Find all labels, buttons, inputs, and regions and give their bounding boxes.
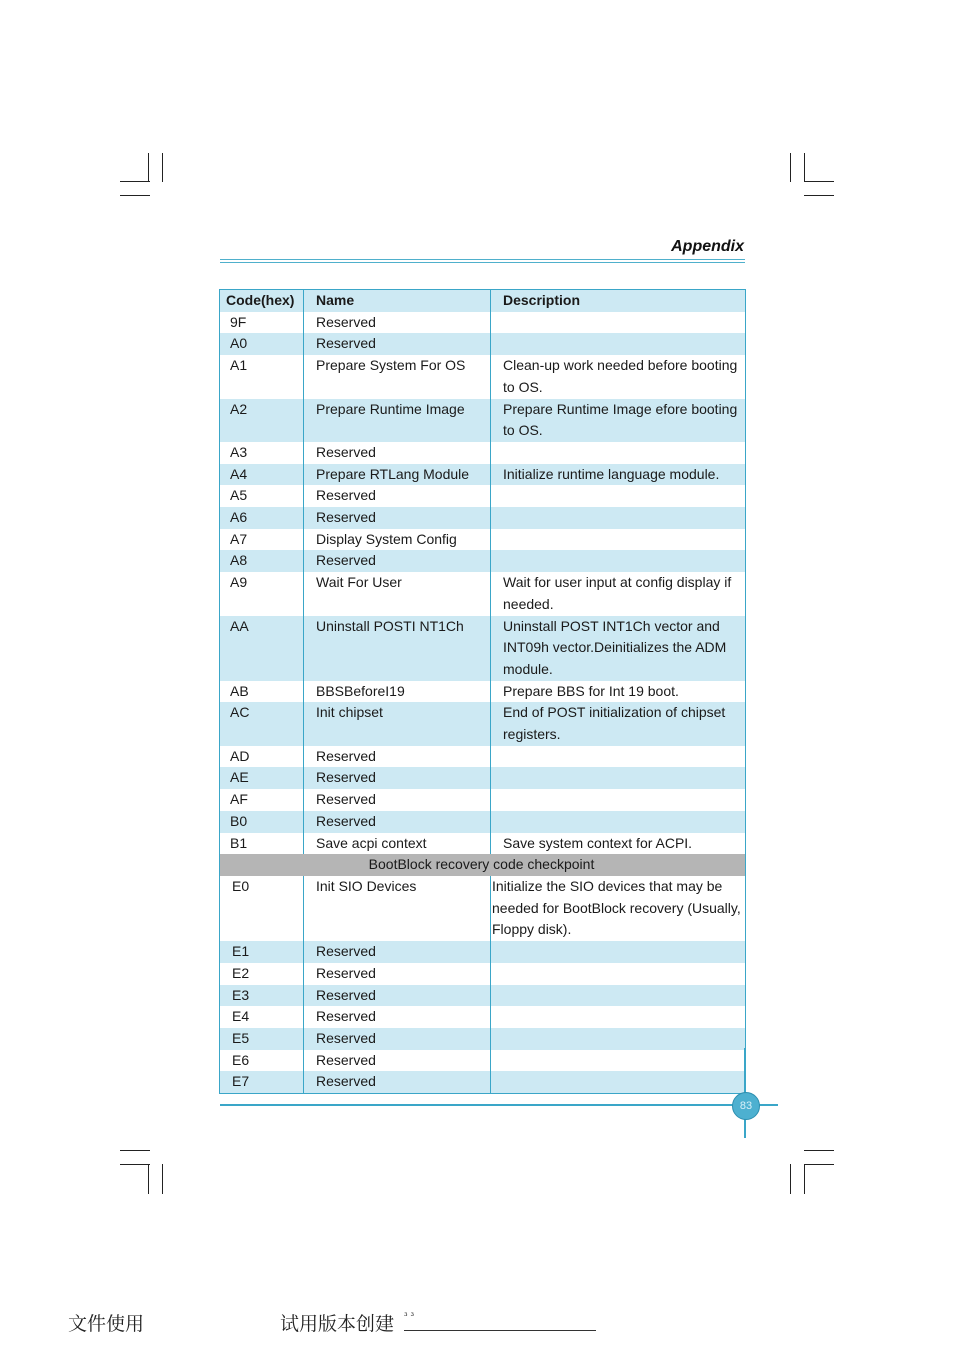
description-cell bbox=[491, 529, 746, 551]
table-row bbox=[220, 1006, 746, 1028]
table-row bbox=[220, 702, 746, 745]
page-number: 83 bbox=[732, 1092, 760, 1120]
name-cell: Wait For User bbox=[304, 572, 491, 615]
table-row bbox=[220, 355, 746, 398]
code-cell: A0 bbox=[220, 333, 304, 355]
name-cell: Save acpi context bbox=[304, 833, 491, 855]
description-cell bbox=[491, 1028, 746, 1050]
description-cell bbox=[491, 442, 746, 464]
code-cell: A2 bbox=[220, 399, 304, 442]
description-cell: Prepare BBS for Int 19 boot. bbox=[491, 681, 746, 703]
crop-mark bbox=[804, 181, 834, 182]
code-cell: E3 bbox=[220, 985, 304, 1007]
name-cell: Display System Config bbox=[304, 529, 491, 551]
footer-superscript: ³ ³ bbox=[404, 1312, 415, 1322]
name-cell: Reserved bbox=[304, 767, 491, 789]
code-cell: AF bbox=[220, 789, 304, 811]
crop-mark bbox=[148, 153, 149, 182]
crop-mark bbox=[120, 195, 150, 196]
table-body bbox=[220, 876, 746, 1094]
description-cell: Wait for user input at config display if needed. bbox=[491, 572, 746, 615]
name-cell: BBSBeforeI19 bbox=[304, 681, 491, 703]
name-cell: Reserved bbox=[304, 1050, 491, 1072]
name-cell: Reserved bbox=[304, 963, 491, 985]
code-cell: AB bbox=[220, 681, 304, 703]
code-cell: B0 bbox=[220, 811, 304, 833]
name-cell: Reserved bbox=[304, 312, 491, 334]
code-cell: E6 bbox=[220, 1050, 304, 1072]
crop-mark bbox=[162, 1164, 163, 1194]
crop-mark bbox=[120, 1164, 150, 1165]
code-cell: AD bbox=[220, 746, 304, 768]
name-cell: Reserved bbox=[304, 746, 491, 768]
crop-mark bbox=[162, 153, 163, 182]
table-row bbox=[220, 399, 746, 442]
name-cell: Reserved bbox=[304, 550, 491, 572]
table-row bbox=[220, 507, 746, 529]
description-cell: Save system context for ACPI. bbox=[491, 833, 746, 855]
section-label: BootBlock recovery code checkpoint bbox=[220, 854, 746, 876]
description-cell bbox=[491, 1050, 746, 1072]
header-rule bbox=[220, 259, 745, 260]
description-cell: Clean-up work needed before booting to OS. bbox=[491, 355, 746, 398]
table-row bbox=[220, 312, 746, 334]
name-cell: Reserved bbox=[304, 1028, 491, 1050]
code-cell: A6 bbox=[220, 507, 304, 529]
description-cell bbox=[491, 312, 746, 334]
name-cell: Reserved bbox=[304, 789, 491, 811]
description-cell bbox=[491, 767, 746, 789]
description-cell bbox=[491, 963, 746, 985]
table-row bbox=[220, 442, 746, 464]
crop-mark bbox=[790, 153, 791, 182]
table-row bbox=[220, 963, 746, 985]
table-row bbox=[220, 767, 746, 789]
description-cell bbox=[491, 550, 746, 572]
crop-mark bbox=[120, 181, 150, 182]
description-cell: Prepare Runtime Image efore booting to OS. bbox=[491, 399, 746, 442]
name-cell: Init chipset bbox=[304, 702, 491, 745]
table-row bbox=[220, 941, 746, 963]
description-cell bbox=[491, 789, 746, 811]
code-cell: A5 bbox=[220, 485, 304, 507]
crop-mark bbox=[790, 1164, 791, 1194]
description-cell: Initialize the SIO devices that may be needed for BootBlock recovery (Usually, Floppy disk). bbox=[491, 876, 746, 941]
code-cell: A3 bbox=[220, 442, 304, 464]
crop-mark bbox=[804, 1164, 834, 1165]
name-cell: Prepare RTLang Module bbox=[304, 464, 491, 486]
checkpoint-table bbox=[219, 289, 746, 1094]
table-row bbox=[220, 811, 746, 833]
code-cell: A1 bbox=[220, 355, 304, 398]
section-heading: Appendix bbox=[671, 238, 744, 255]
table-row bbox=[220, 833, 746, 855]
name-cell: Prepare System For OS bbox=[304, 355, 491, 398]
description-cell bbox=[491, 941, 746, 963]
table-row bbox=[220, 529, 746, 551]
table-row bbox=[220, 485, 746, 507]
table-row bbox=[220, 876, 746, 941]
column-header: Description bbox=[491, 290, 746, 312]
table-row bbox=[220, 616, 746, 681]
description-cell bbox=[491, 1071, 746, 1093]
table-header-row bbox=[220, 290, 746, 312]
name-cell: Reserved bbox=[304, 442, 491, 464]
code-cell: A9 bbox=[220, 572, 304, 615]
footer-left-text: 文件使用 bbox=[68, 1313, 145, 1335]
table-row bbox=[220, 681, 746, 703]
description-cell bbox=[491, 746, 746, 768]
table-row bbox=[220, 1071, 746, 1093]
code-cell: A4 bbox=[220, 464, 304, 486]
code-cell: B1 bbox=[220, 833, 304, 855]
crop-mark bbox=[804, 1150, 834, 1151]
name-cell: Reserved bbox=[304, 1071, 491, 1093]
code-cell: E4 bbox=[220, 1006, 304, 1028]
footer-underline bbox=[404, 1330, 596, 1331]
table-row bbox=[220, 550, 746, 572]
name-cell: Uninstall POSTI NT1Ch bbox=[304, 616, 491, 681]
footer-middle-text: 试用版本创建 bbox=[280, 1313, 395, 1335]
table-row bbox=[220, 572, 746, 615]
table-row bbox=[220, 1050, 746, 1072]
description-cell bbox=[491, 811, 746, 833]
crop-mark bbox=[804, 153, 805, 182]
code-cell: AE bbox=[220, 767, 304, 789]
code-cell: E1 bbox=[220, 941, 304, 963]
code-cell: E7 bbox=[220, 1071, 304, 1093]
table-row bbox=[220, 985, 746, 1007]
name-cell: Reserved bbox=[304, 811, 491, 833]
table-row bbox=[220, 333, 746, 355]
table-row bbox=[220, 746, 746, 768]
crop-mark bbox=[804, 195, 834, 196]
header-rule bbox=[220, 262, 745, 263]
table-row bbox=[220, 464, 746, 486]
description-cell bbox=[491, 485, 746, 507]
section-row bbox=[220, 854, 746, 876]
table-row bbox=[220, 1028, 746, 1050]
code-cell: 9F bbox=[220, 312, 304, 334]
code-cell: A8 bbox=[220, 550, 304, 572]
crop-mark bbox=[120, 1150, 150, 1151]
description-cell: End of POST initialization of chipset registers. bbox=[491, 702, 746, 745]
crop-mark bbox=[148, 1164, 149, 1194]
code-cell: E2 bbox=[220, 963, 304, 985]
name-cell: Prepare Runtime Image bbox=[304, 399, 491, 442]
table-body bbox=[220, 312, 746, 855]
description-cell bbox=[491, 1006, 746, 1028]
description-cell: Uninstall POST INT1Ch vector and INT09h vector.Deinitializes the ADM module. bbox=[491, 616, 746, 681]
name-cell: Reserved bbox=[304, 485, 491, 507]
code-cell: AA bbox=[220, 616, 304, 681]
code-cell: E5 bbox=[220, 1028, 304, 1050]
column-header: Code(hex) bbox=[220, 290, 304, 312]
name-cell: Reserved bbox=[304, 941, 491, 963]
code-cell: A7 bbox=[220, 529, 304, 551]
description-cell bbox=[491, 985, 746, 1007]
table-row bbox=[220, 789, 746, 811]
code-cell: E0 bbox=[220, 876, 304, 941]
description-cell bbox=[491, 333, 746, 355]
name-cell: Init SIO Devices bbox=[304, 876, 491, 941]
description-cell: Initialize runtime language module. bbox=[491, 464, 746, 486]
description-cell bbox=[491, 507, 746, 529]
footer-rule bbox=[220, 1104, 778, 1106]
column-header: Name bbox=[304, 290, 491, 312]
name-cell: Reserved bbox=[304, 985, 491, 1007]
name-cell: Reserved bbox=[304, 333, 491, 355]
name-cell: Reserved bbox=[304, 1006, 491, 1028]
crop-mark bbox=[804, 1164, 805, 1194]
code-cell: AC bbox=[220, 702, 304, 745]
name-cell: Reserved bbox=[304, 507, 491, 529]
